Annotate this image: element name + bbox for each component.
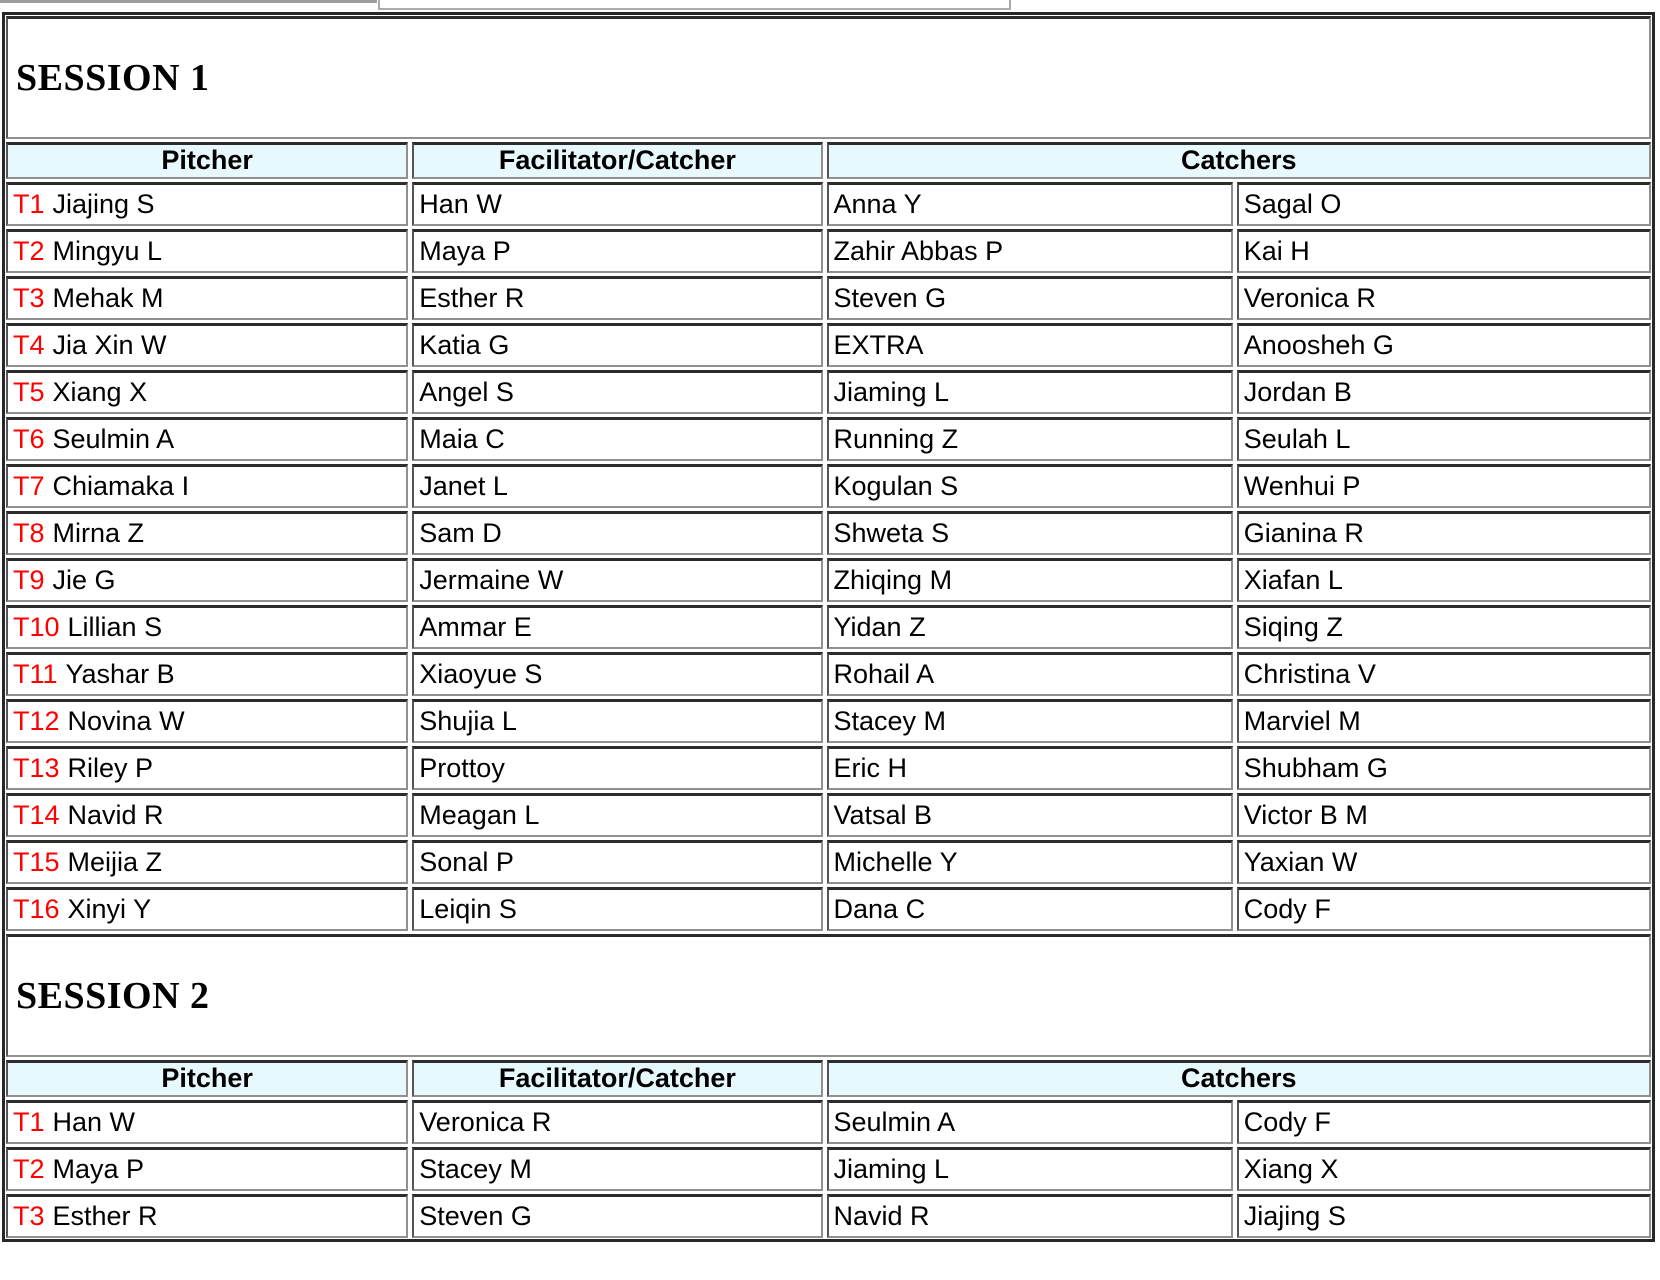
table-tag: T2 (13, 236, 45, 266)
facilitator-cell: Leiqin S (412, 887, 822, 931)
header-facilitator-catcher: Facilitator/Catcher (412, 142, 822, 179)
catcher-cell: Yidan Z (827, 605, 1233, 649)
facilitator-cell: Esther R (412, 276, 822, 320)
header-catchers: Catchers (827, 1060, 1651, 1097)
catcher-cell: Shweta S (827, 511, 1233, 555)
pitcher-name: Esther R (52, 1201, 158, 1231)
pitcher-cell (6, 652, 408, 696)
pitcher-name: Jie G (52, 565, 116, 595)
catcher-cell: Seulah L (1237, 417, 1651, 461)
session-2 (6, 934, 1651, 1238)
header-pitcher: Pitcher (6, 1060, 408, 1097)
table-tag: T12 (13, 706, 60, 736)
catcher-cell: Victor B M (1237, 793, 1651, 837)
catcher-cell: Kai H (1237, 229, 1651, 273)
table-tag: T15 (13, 847, 60, 877)
pitcher-cell (6, 558, 408, 602)
facilitator-cell: Maia C (412, 417, 822, 461)
pitcher-name: Novina W (67, 706, 185, 736)
table-row (6, 1100, 1651, 1144)
table-tag: T7 (13, 471, 45, 501)
pitcher-name: Chiamaka I (52, 471, 190, 501)
pitcher-cell (6, 840, 408, 884)
facilitator-cell: Sam D (412, 511, 822, 555)
catcher-cell: Cody F (1237, 887, 1651, 931)
table-row (6, 887, 1651, 931)
table-row (6, 229, 1651, 273)
pitcher-name: Riley P (67, 753, 154, 783)
table-row (6, 652, 1651, 696)
pitcher-cell (6, 276, 408, 320)
pitcher-cell (6, 1100, 408, 1144)
table-row (6, 323, 1651, 367)
pitcher-name: Mehak M (52, 283, 164, 313)
pitcher-cell (6, 182, 408, 226)
catcher-cell: Xiang X (1237, 1147, 1651, 1191)
catcher-cell: Rohail A (827, 652, 1233, 696)
pitcher-name: Lillian S (67, 612, 163, 642)
pitcher-cell (6, 699, 408, 743)
session-banner-row (6, 16, 1651, 139)
session-title: SESSION 1 (6, 16, 1651, 139)
table-row (6, 558, 1651, 602)
table-row (6, 1194, 1651, 1238)
catcher-cell: Sagal O (1237, 182, 1651, 226)
table-tag: T4 (13, 330, 45, 360)
table-tag: T3 (13, 283, 45, 313)
catcher-cell: EXTRA (827, 323, 1233, 367)
catcher-cell: Marviel M (1237, 699, 1651, 743)
pitcher-cell (6, 229, 408, 273)
roster-sheet (2, 12, 1655, 1242)
pitcher-cell (6, 511, 408, 555)
pitcher-name: Mingyu L (52, 236, 163, 266)
pitcher-name: Xinyi Y (67, 894, 152, 924)
pitcher-name: Mirna Z (52, 518, 145, 548)
table-tag: T16 (13, 894, 60, 924)
top-cropped-strip (0, 0, 1660, 12)
facilitator-cell: Xiaoyue S (412, 652, 822, 696)
catcher-cell: Veronica R (1237, 276, 1651, 320)
table-row (6, 182, 1651, 226)
pitcher-cell (6, 323, 408, 367)
catcher-cell: Anna Y (827, 182, 1233, 226)
catcher-cell: Jiajing S (1237, 1194, 1651, 1238)
catcher-cell: Christina V (1237, 652, 1651, 696)
column-header-row (6, 1060, 1651, 1097)
facilitator-cell: Prottoy (412, 746, 822, 790)
facilitator-cell: Meagan L (412, 793, 822, 837)
table-row (6, 746, 1651, 790)
header-pitcher: Pitcher (6, 142, 408, 179)
pitcher-name: Jia Xin W (52, 330, 167, 360)
pitcher-cell (6, 793, 408, 837)
facilitator-cell: Stacey M (412, 1147, 822, 1191)
pitcher-name: Maya P (52, 1154, 145, 1184)
pitcher-name: Jiajing S (52, 189, 155, 219)
facilitator-cell: Sonal P (412, 840, 822, 884)
session-banner-row (6, 934, 1651, 1057)
pitcher-cell (6, 370, 408, 414)
header-catchers: Catchers (827, 142, 1651, 179)
table-tag: T9 (13, 565, 45, 595)
top-divider-line (0, 0, 377, 3)
pitcher-name: Navid R (67, 800, 164, 830)
table-row (6, 511, 1651, 555)
table-tag: T1 (13, 189, 45, 219)
table-row (6, 605, 1651, 649)
table-tag: T13 (13, 753, 60, 783)
catcher-cell: Anoosheh G (1237, 323, 1651, 367)
table-tag: T11 (13, 659, 58, 689)
session-title: SESSION 2 (6, 934, 1651, 1057)
catcher-cell: Kogulan S (827, 464, 1233, 508)
catcher-cell: Steven G (827, 276, 1233, 320)
table-tag: T6 (13, 424, 45, 454)
pitcher-cell (6, 746, 408, 790)
pitcher-name: Meijia Z (67, 847, 163, 877)
catcher-cell: Michelle Y (827, 840, 1233, 884)
table-tag: T8 (13, 518, 45, 548)
pitcher-name: Yashar B (65, 659, 175, 689)
catcher-cell: Jiaming L (827, 370, 1233, 414)
pitcher-name: Han W (52, 1107, 136, 1137)
facilitator-cell: Veronica R (412, 1100, 822, 1144)
facilitator-cell: Janet L (412, 464, 822, 508)
facilitator-cell: Angel S (412, 370, 822, 414)
pitcher-cell (6, 887, 408, 931)
catcher-cell: Zhiqing M (827, 558, 1233, 602)
catcher-cell: Jordan B (1237, 370, 1651, 414)
facilitator-cell: Shujia L (412, 699, 822, 743)
table-row (6, 840, 1651, 884)
pitcher-cell (6, 1194, 408, 1238)
facilitator-cell: Han W (412, 182, 822, 226)
table-row (6, 699, 1651, 743)
header-facilitator-catcher: Facilitator/Catcher (412, 1060, 822, 1097)
facilitator-cell: Jermaine W (412, 558, 822, 602)
catcher-cell: Wenhui P (1237, 464, 1651, 508)
cropped-text-input[interactable] (378, 0, 1011, 10)
table-row (6, 370, 1651, 414)
facilitator-cell: Ammar E (412, 605, 822, 649)
table-tag: T2 (13, 1154, 45, 1184)
table-row (6, 276, 1651, 320)
table-row (6, 464, 1651, 508)
column-header-row (6, 142, 1651, 179)
pitcher-cell (6, 417, 408, 461)
pitcher-cell (6, 1147, 408, 1191)
facilitator-cell: Maya P (412, 229, 822, 273)
catcher-cell: Xiafan L (1237, 558, 1651, 602)
table-tag: T14 (13, 800, 60, 830)
catcher-cell: Shubham G (1237, 746, 1651, 790)
session-1 (6, 16, 1651, 931)
catcher-cell: Jiaming L (827, 1147, 1233, 1191)
facilitator-cell: Steven G (412, 1194, 822, 1238)
catcher-cell: Seulmin A (827, 1100, 1233, 1144)
table-tag: T1 (13, 1107, 45, 1137)
catcher-cell: Navid R (827, 1194, 1233, 1238)
table-tag: T5 (13, 377, 45, 407)
catcher-cell: Cody F (1237, 1100, 1651, 1144)
table-tag: T3 (13, 1201, 45, 1231)
catcher-cell: Eric H (827, 746, 1233, 790)
table-tag: T10 (13, 612, 60, 642)
pitcher-name: Xiang X (52, 377, 148, 407)
pitcher-cell (6, 605, 408, 649)
pitcher-cell (6, 464, 408, 508)
facilitator-cell: Katia G (412, 323, 822, 367)
catcher-cell: Siqing Z (1237, 605, 1651, 649)
catcher-cell: Zahir Abbas P (827, 229, 1233, 273)
catcher-cell: Stacey M (827, 699, 1233, 743)
catcher-cell: Running Z (827, 417, 1233, 461)
table-row (6, 1147, 1651, 1191)
pitcher-name: Seulmin A (52, 424, 175, 454)
table-row (6, 417, 1651, 461)
catcher-cell: Gianina R (1237, 511, 1651, 555)
catcher-cell: Dana C (827, 887, 1233, 931)
table-row (6, 793, 1651, 837)
catcher-cell: Yaxian W (1237, 840, 1651, 884)
catcher-cell: Vatsal B (827, 793, 1233, 837)
